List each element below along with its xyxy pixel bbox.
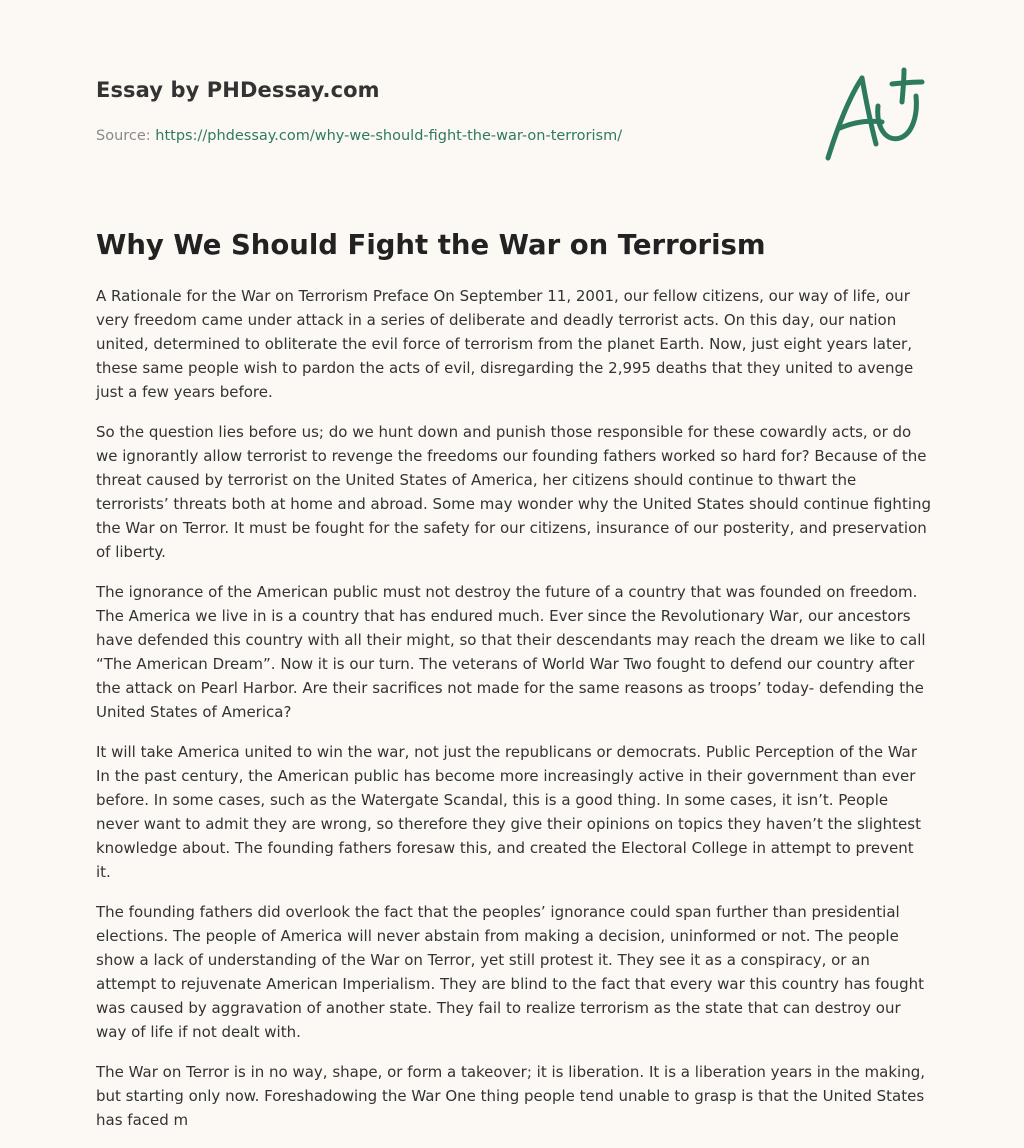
essay-paragraph: A Rationale for the War on Terrorism Preface On September 11, 2001, our fellow citizens, our way of life, our very freedom came under attack in a series of deliberate and deadly terrorist acts. On this day, our nation united, determined to obliterate the evil force of terrorism from the planet Earth. Now, just eight years later, these same people wish to pardon the acts of evil, disregarding the 2,995 deaths that they united to avenge just a few years before. bbox=[96, 287, 914, 401]
essay-paragraph: The War on Terror is in no way, shape, or form a takeover; it is liberation. It is a liberation years in the making, but starting only now. Foreshadowing the War One thing people tend unable to grasp is that the United States has faced m bbox=[96, 1063, 926, 1129]
source-line bbox=[96, 126, 796, 146]
essay-paragraph: So the question lies before us; do we hunt down and punish those responsible for these cowardly acts, or do we ignorantly allow terrorist to revenge the freedoms our founding fathers worked so hard for? Because of the threat caused by terrorist on the United States of America, her citizens should continue to thwart the terrorists’ threats both at home and abroad. Some may wonder why the United States should continue fighting the War on Terror. It must be fought for the safety for our citizens, insurance of our posterity, and preservation of liberty. bbox=[96, 423, 932, 561]
source-label: Source: bbox=[96, 128, 151, 144]
essay-paragraph: The founding fathers did overlook the fact that the peoples’ ignorance could span further than presidential elections. The people of America will never abstain from making a decision, uninformed or not. The people show a lack of understanding of the War on Terror, yet still protest it. They see it as a conspiracy, or an attempt to rejuvenate American Imperialism. They are blind to the fact that every war this country has fought was caused by aggravation of another state. They fail to realize terrorism as the state that can destroy our way of life if not dealt with. bbox=[96, 903, 924, 1041]
essay-header bbox=[96, 72, 796, 146]
essay-body bbox=[96, 284, 932, 1148]
essay-paragraph: It will take America united to win the war, not just the republicans or democrats. Public Perception of the War In the past century, the American public has become more increasingly active in their government than ever before. In some cases, such as the Watergate Scandal, this is a good thing. In some cases, it isn’t. People never want to admit they are wrong, so therefore they give their opinions on topics they haven’t the slightest knowledge about. The founding fathers foresaw this, and created the Electoral College in attempt to prevent it. bbox=[96, 743, 921, 881]
essay-paragraph: The ignorance of the American public must not destroy the future of a country that was founded on freedom. The America we live in is a country that has endured much. Ever since the Revolutionary War, our ancestors have defended this country with all their might, so that their descendants may reach the dream we like to call “The American Dream”. Now it is our turn. The veterans of World War Two fought to defend our country after the attack on Pearl Harbor. Are their sacrifices not made for the same reasons as troops’ today- defending the United States of America? bbox=[96, 583, 926, 721]
a-plus-logo-icon bbox=[820, 66, 930, 166]
a-plus-logo-graphic bbox=[820, 66, 930, 166]
source-link[interactable]: https://phdessay.com/why-we-should-fight-the-war-on-terrorism/ bbox=[155, 128, 623, 144]
essay-title: Why We Should Fight the War on Terrorism bbox=[96, 229, 766, 261]
site-brand: Essay by PHDessay.com bbox=[96, 78, 380, 102]
